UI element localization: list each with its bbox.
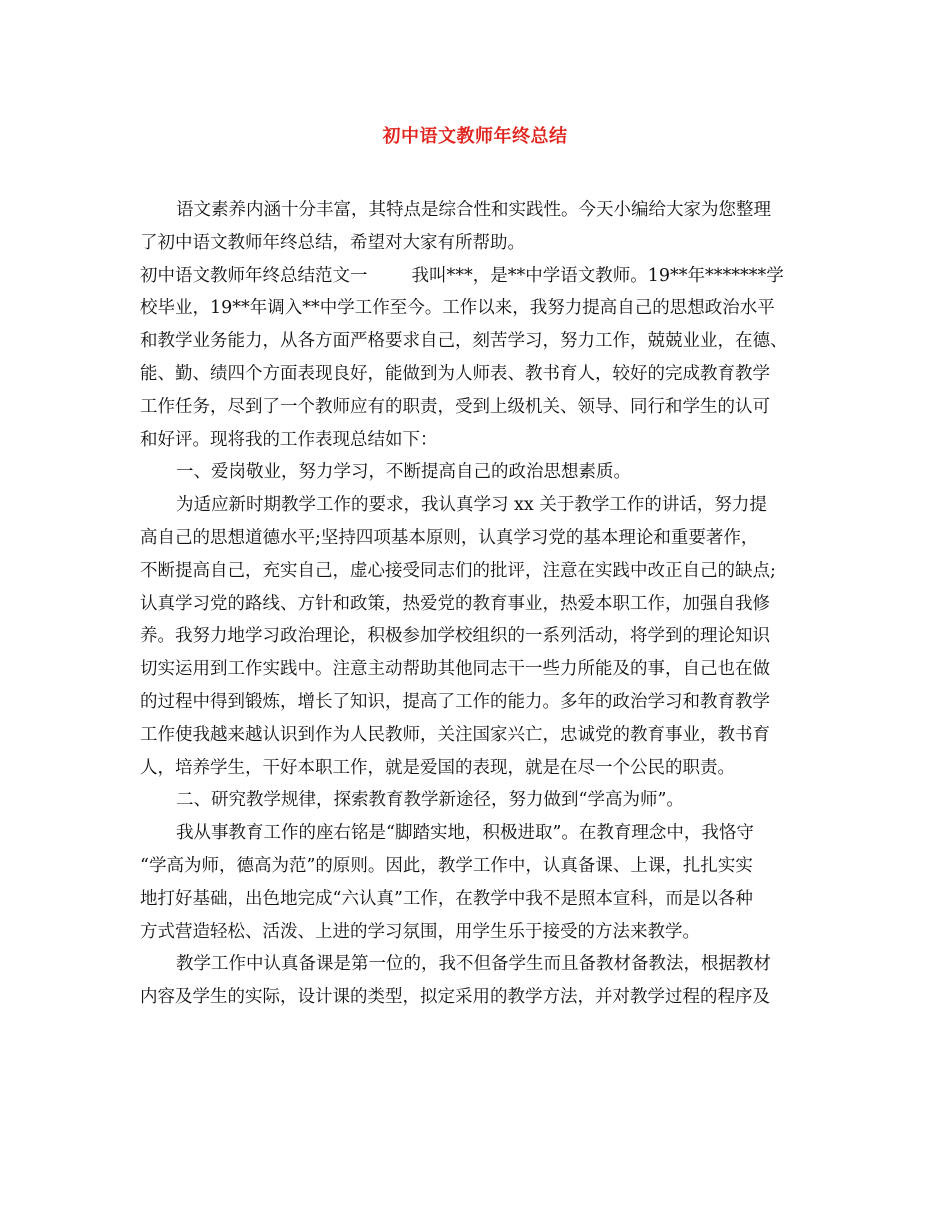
paragraph-line: 工作使我越来越认识到作为人民教师，关注国家兴亡，忠诚党的教育事业，教书育 [140,724,770,745]
paragraph-line: 语文素养内涵十分丰富，其特点是综合性和实践性。今天小编给大家为您整理 [176,200,771,220]
paragraph-line: 认真学习党的路线、方针和政策，热爱党的教育事业，热爱本职工作，加强自我修 [140,593,770,614]
paragraph-line: 养。我努力地学习政治理论，积极参加学校组织的一系列活动，将学到的理论知识 [140,626,770,647]
paragraph-line: 了初中语文教师年终总结，希望对大家有所帮助。 [140,232,525,253]
paragraph-line: 切实运用到工作实践中。注意主动帮助其他同志干一些力所能及的事，自己也在做 [140,659,770,680]
paragraph-text: 我叫***，是**中学语文教师。19**年*******学 [411,265,784,286]
paragraph-line: 高自己的思想道德水平;坚持四项基本原则，认真学习党的基本理论和重要著作， [140,527,759,548]
section-heading-line [140,260,812,293]
document-title: 初中语文教师年终总结 [382,126,568,147]
paragraph-line: “学高为师，德高为范”的原则。因此，教学工作中，认真备课、上课，扎扎实实 [140,855,753,876]
paragraph-line: 和好评。现将我的工作表现总结如下： [140,429,438,450]
paragraph-line: 内容及学生的实际，设计课的类型，拟定采用的教学方法，并对教学过程的程序及 [140,987,770,1008]
section-heading: 二、研究教学规律，探索教育教学新途径，努力做到“学高为师”。 [176,790,684,811]
paragraph-line: 教学工作中认真备课是第一位的，我不但备学生而且备教材备教法，根据教材 [176,954,771,975]
paragraph-line: 和教学业务能力，从各方面严格要求自己，刻苦学习，努力工作，兢兢业业，在德、 [140,331,788,352]
paragraph-line: 地打好基础，出色地完成“六认真”工作，在教学中我不是照本宣科，而是以各种 [140,888,753,909]
sample-heading: 初中语文教师年终总结范文一 [140,265,368,286]
paragraph-line: 能、勤、绩四个方面表现良好，能做到为人师表、教书育人，较好的完成教育教学 [140,363,770,384]
paragraph-line: 工作任务，尽到了一个教师应有的职责，受到上级机关、领导、同行和学生的认可 [140,396,770,417]
paragraph-line: 人，培养学生，干好本职工作，就是爱国的表现，就是在尽一个公民的职责。 [140,757,735,778]
paragraph-line: 校毕业，19**年调入**中学工作至今。工作以来，我努力提高自己的思想政治水平 [140,298,775,319]
section-heading: 一、爱岗敬业，努力学习，不断提高自己的政治思想素质。 [176,462,631,483]
paragraph-line: 为适应新时期教学工作的要求，我认真学习 xx 关于教学工作的讲话，努力提 [176,495,767,516]
paragraph-line: 我从事教育工作的座右铭是“脚踏实地，积极进取”。在教育理念中，我恪守 [176,823,754,844]
paragraph-line: 不断提高自己，充实自己，虚心接受同志们的批评，注意在实践中改正自己的缺点; [140,560,776,581]
document-body [140,194,812,1014]
paragraph-line: 方式营造轻松、活泼、上进的学习氛围，用学生乐于接受的方法来教学。 [140,921,700,942]
paragraph-line: 的过程中得到锻炼，增长了知识，提高了工作的能力。多年的政治学习和教育教学 [140,691,770,712]
